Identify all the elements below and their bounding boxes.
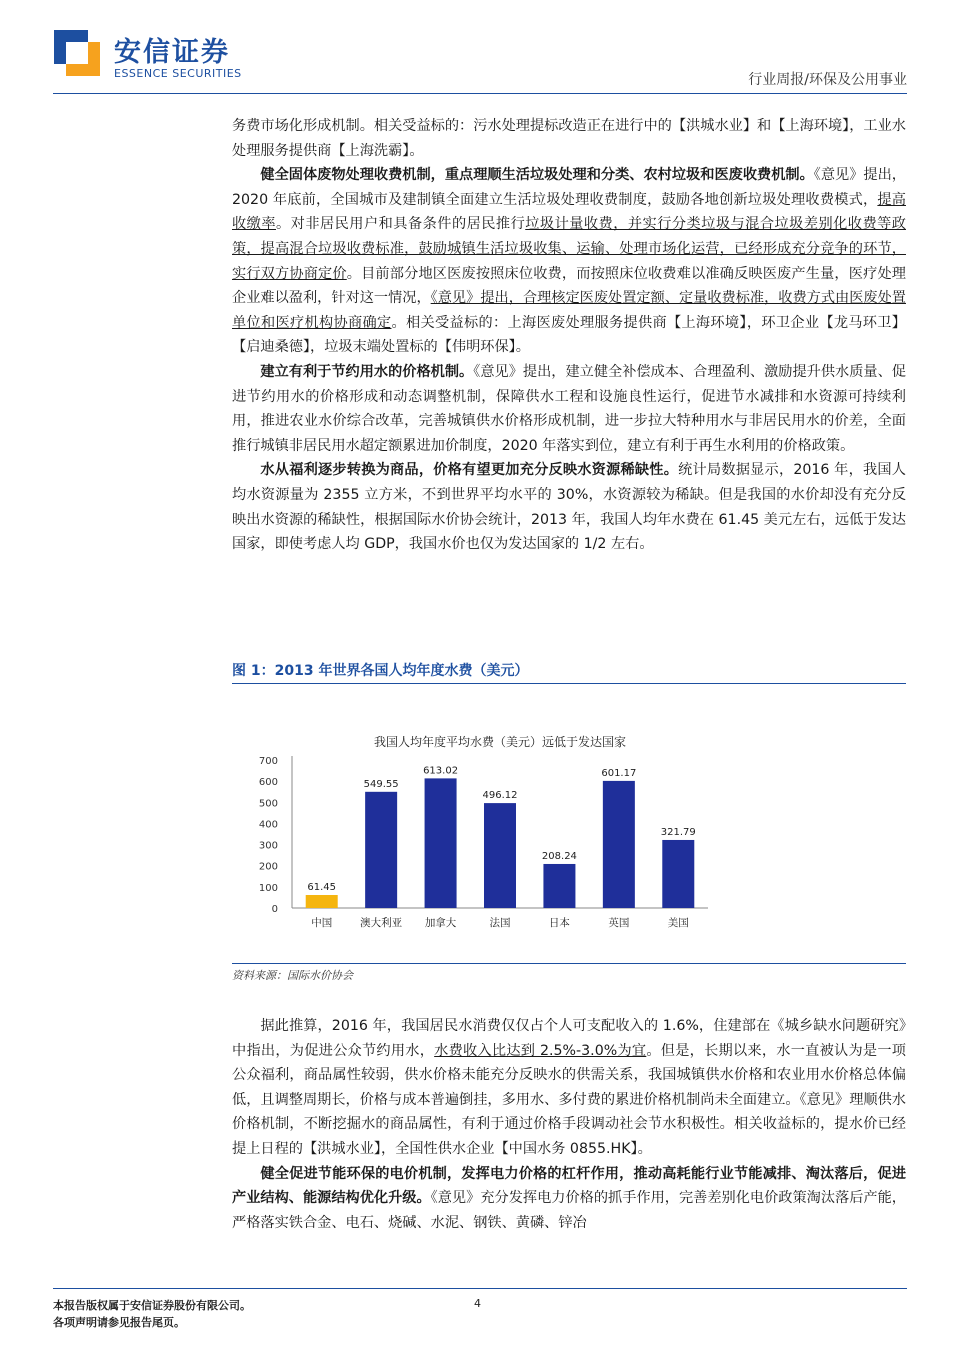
water-fee-bar-chart bbox=[252, 724, 712, 949]
brand-name-cn: 安信证券 bbox=[114, 37, 230, 68]
figure-source: 资料来源：国际水价协会 bbox=[232, 969, 353, 982]
figure-title: 图 1：2013 年世界各国人均年度水费（美元） bbox=[232, 663, 529, 679]
data-label: 321.79 bbox=[660, 826, 696, 838]
x-tick-label: 澳大利亚 bbox=[360, 917, 403, 929]
bar-加拿大 bbox=[425, 778, 457, 908]
lower-body bbox=[232, 1014, 906, 1235]
x-tick-label: 日本 bbox=[548, 917, 570, 929]
paragraph-heading: 健全固体废物处理收费机制，重点理顺生活垃圾处理和分类、农村垃圾和医废收费机制。 bbox=[260, 167, 814, 184]
y-tick-label: 600 bbox=[258, 777, 278, 789]
data-label: 613.02 bbox=[423, 765, 459, 777]
paragraph-4: 水从福利逐步转换为商品，价格有望更加充分反映水资源稀缺性。统计局数据显示，2016 年，我国人均水资源量为 2355 立方米，不到世界平均水平的 30%，水资源较为稀缺。但是我国的水价却没有充分反映出水资源的稀缺性，根据国际水价协会统计，2013 年，我国人均年水费在 61.45 美元左右，远低于发达国家，即使考虑人均 GDP，我国水价也仅为发达国家的 1/2 左右。 bbox=[232, 462, 906, 553]
bar-中国 bbox=[306, 895, 338, 908]
copyright-notice: 本报告版权属于安信证券股份有限公司。 bbox=[53, 1299, 251, 1312]
company-logo bbox=[54, 30, 100, 76]
data-label: 549.55 bbox=[363, 778, 399, 790]
bar-英国 bbox=[603, 781, 635, 908]
paragraph-heading: 建立有利于节约用水的价格机制。 bbox=[260, 363, 474, 380]
bar-澳大利亚 bbox=[365, 792, 397, 908]
disclaimer-notice: 各项声明请参见报告尾页。 bbox=[53, 1316, 185, 1329]
bar-日本 bbox=[543, 864, 575, 908]
x-tick-label: 美国 bbox=[667, 917, 689, 929]
data-label: 601.17 bbox=[601, 767, 637, 779]
data-label: 61.45 bbox=[307, 882, 337, 894]
y-tick-label: 200 bbox=[258, 861, 278, 873]
paragraph-2: 健全固体废物处理收费机制，重点理顺生活垃圾处理和分类、农村垃圾和医废收费机制。《意见》提出，2020 年底前，全国城市及建制镇全面建立生活垃圾处理收费制度，鼓励各地创新垃圾处理收费模式，提高收缴率。对非居民用户和具备条件的居民推行垃圾计量收费，并实行分类垃圾与混合垃圾差别化收费等政策，提高混合垃圾收费标准，鼓励城镇生活垃圾收集、运输、处理市场化运营，已经形成充分竞争的环节，实行双方协商定价。目前部分地区医废按照床位收费，而按照床位收费难以准确反映医废产生量，医疗处理企业难以盈利，针对这一情况，《意见》提出，合理核定医废处置定额、定量收费标准，收费方式由医废处置单位和医疗机构协商确定。相关受益标的：上海医废处理服务提供商【上海环境】，环卫企业【龙马环卫】【启迪桑德】，垃圾末端处置标的【伟明环保】。 bbox=[232, 167, 906, 356]
paragraph-heading: 水从福利逐步转换为商品，价格有望更加充分反映水资源稀缺性。 bbox=[260, 462, 679, 479]
y-tick-label: 700 bbox=[258, 756, 278, 767]
paragraph-6: 健全促进节能环保的电价机制，发挥电力价格的杠杆作用，推动高耗能行业节能减排、淘汰落后，促进产业结构、能源结构优化升级。《意见》充分发挥电力价格的抓手作用，完善差别化电价政策淘汰落后产能，严格落实铁合金、电石、烧碱、水泥、钢铁、黄磷、锌冶 bbox=[232, 1165, 906, 1231]
y-tick-label: 0 bbox=[271, 904, 278, 915]
paragraph-5: 据此推算，2016 年，我国居民水消费仅仅占个人可支配收入的 1.6%，住建部在《城乡缺水问题研究》中指出，为促进公众节约用水，水费收入比达到 2.5%-3.0%为宜。但是，长期以来，水一直被认为是一项公众福利，商品属性较弱，供水价格未能充分反映水的供需关系，我国城镇供水价格和农业用水价格总体偏低，且调整周期长，价格与成本普遍倒挂，多用水、多付费的累进价格机制尚未全面建立。《意见》理顺供水价格机制，不断挖掘水的商品属性，有利于通过价格手段调动社会节水积极性。相关收益标的，提水价已经提上日程的【洪城水业】，全国性供水企业【中国水务 0855.HK】。 bbox=[232, 1018, 906, 1157]
footer-divider bbox=[53, 1288, 907, 1289]
x-tick-label: 法国 bbox=[489, 917, 511, 929]
figure-top-rule bbox=[232, 683, 906, 684]
figure-bottom-rule bbox=[232, 963, 906, 964]
data-label: 496.12 bbox=[482, 790, 518, 802]
report-category: 行业周报/环保及公用事业 bbox=[748, 72, 907, 88]
y-tick-label: 500 bbox=[258, 798, 278, 810]
y-tick-label: 400 bbox=[258, 819, 278, 831]
bar-法国 bbox=[484, 803, 516, 908]
paragraph-1: 务费市场化形成机制。相关受益标的：污水处理提标改造正在进行中的【洪城水业】和【上海环境】，工业水处理服务提供商【上海洗霸】。 bbox=[232, 118, 906, 159]
data-label: 208.24 bbox=[541, 850, 577, 862]
upper-body bbox=[232, 114, 906, 557]
bar-美国 bbox=[662, 840, 694, 908]
chart-title: 我国人均年度平均水费（美元）远低于发达国家 bbox=[373, 735, 627, 749]
page-number: 4 bbox=[474, 1297, 481, 1310]
y-tick-label: 100 bbox=[258, 882, 278, 894]
header-divider bbox=[53, 93, 907, 94]
x-tick-label: 英国 bbox=[608, 917, 630, 929]
brand-name-en: ESSENCE SECURITIES bbox=[114, 67, 242, 80]
x-tick-label: 中国 bbox=[311, 917, 333, 929]
y-tick-label: 300 bbox=[258, 840, 278, 852]
paragraph-heading: 健全促进节能环保的电价机制，发挥电力价格的杠杆作用，推动高耗能行业节能减排、淘汰落后，促进产业结构、能源结构优化升级。 bbox=[232, 1165, 906, 1207]
x-tick-label: 加拿大 bbox=[424, 917, 457, 929]
paragraph-3: 建立有利于节约用水的价格机制。《意见》提出，建立健全补偿成本、合理盈利、激励提升供水质量、促进节约用水的价格形成和动态调整机制，保障供水工程和设施良性运行，促进节水减排和水资源可持续利用，推进农业水价综合改革，完善城镇供水价格形成机制，进一步拉大特种用水与非居民用水的价差，全面推行城镇非居民用水超定额累进加价制度，2020 年落实到位，建立有利于再生水利用的价格政策。 bbox=[232, 363, 906, 454]
